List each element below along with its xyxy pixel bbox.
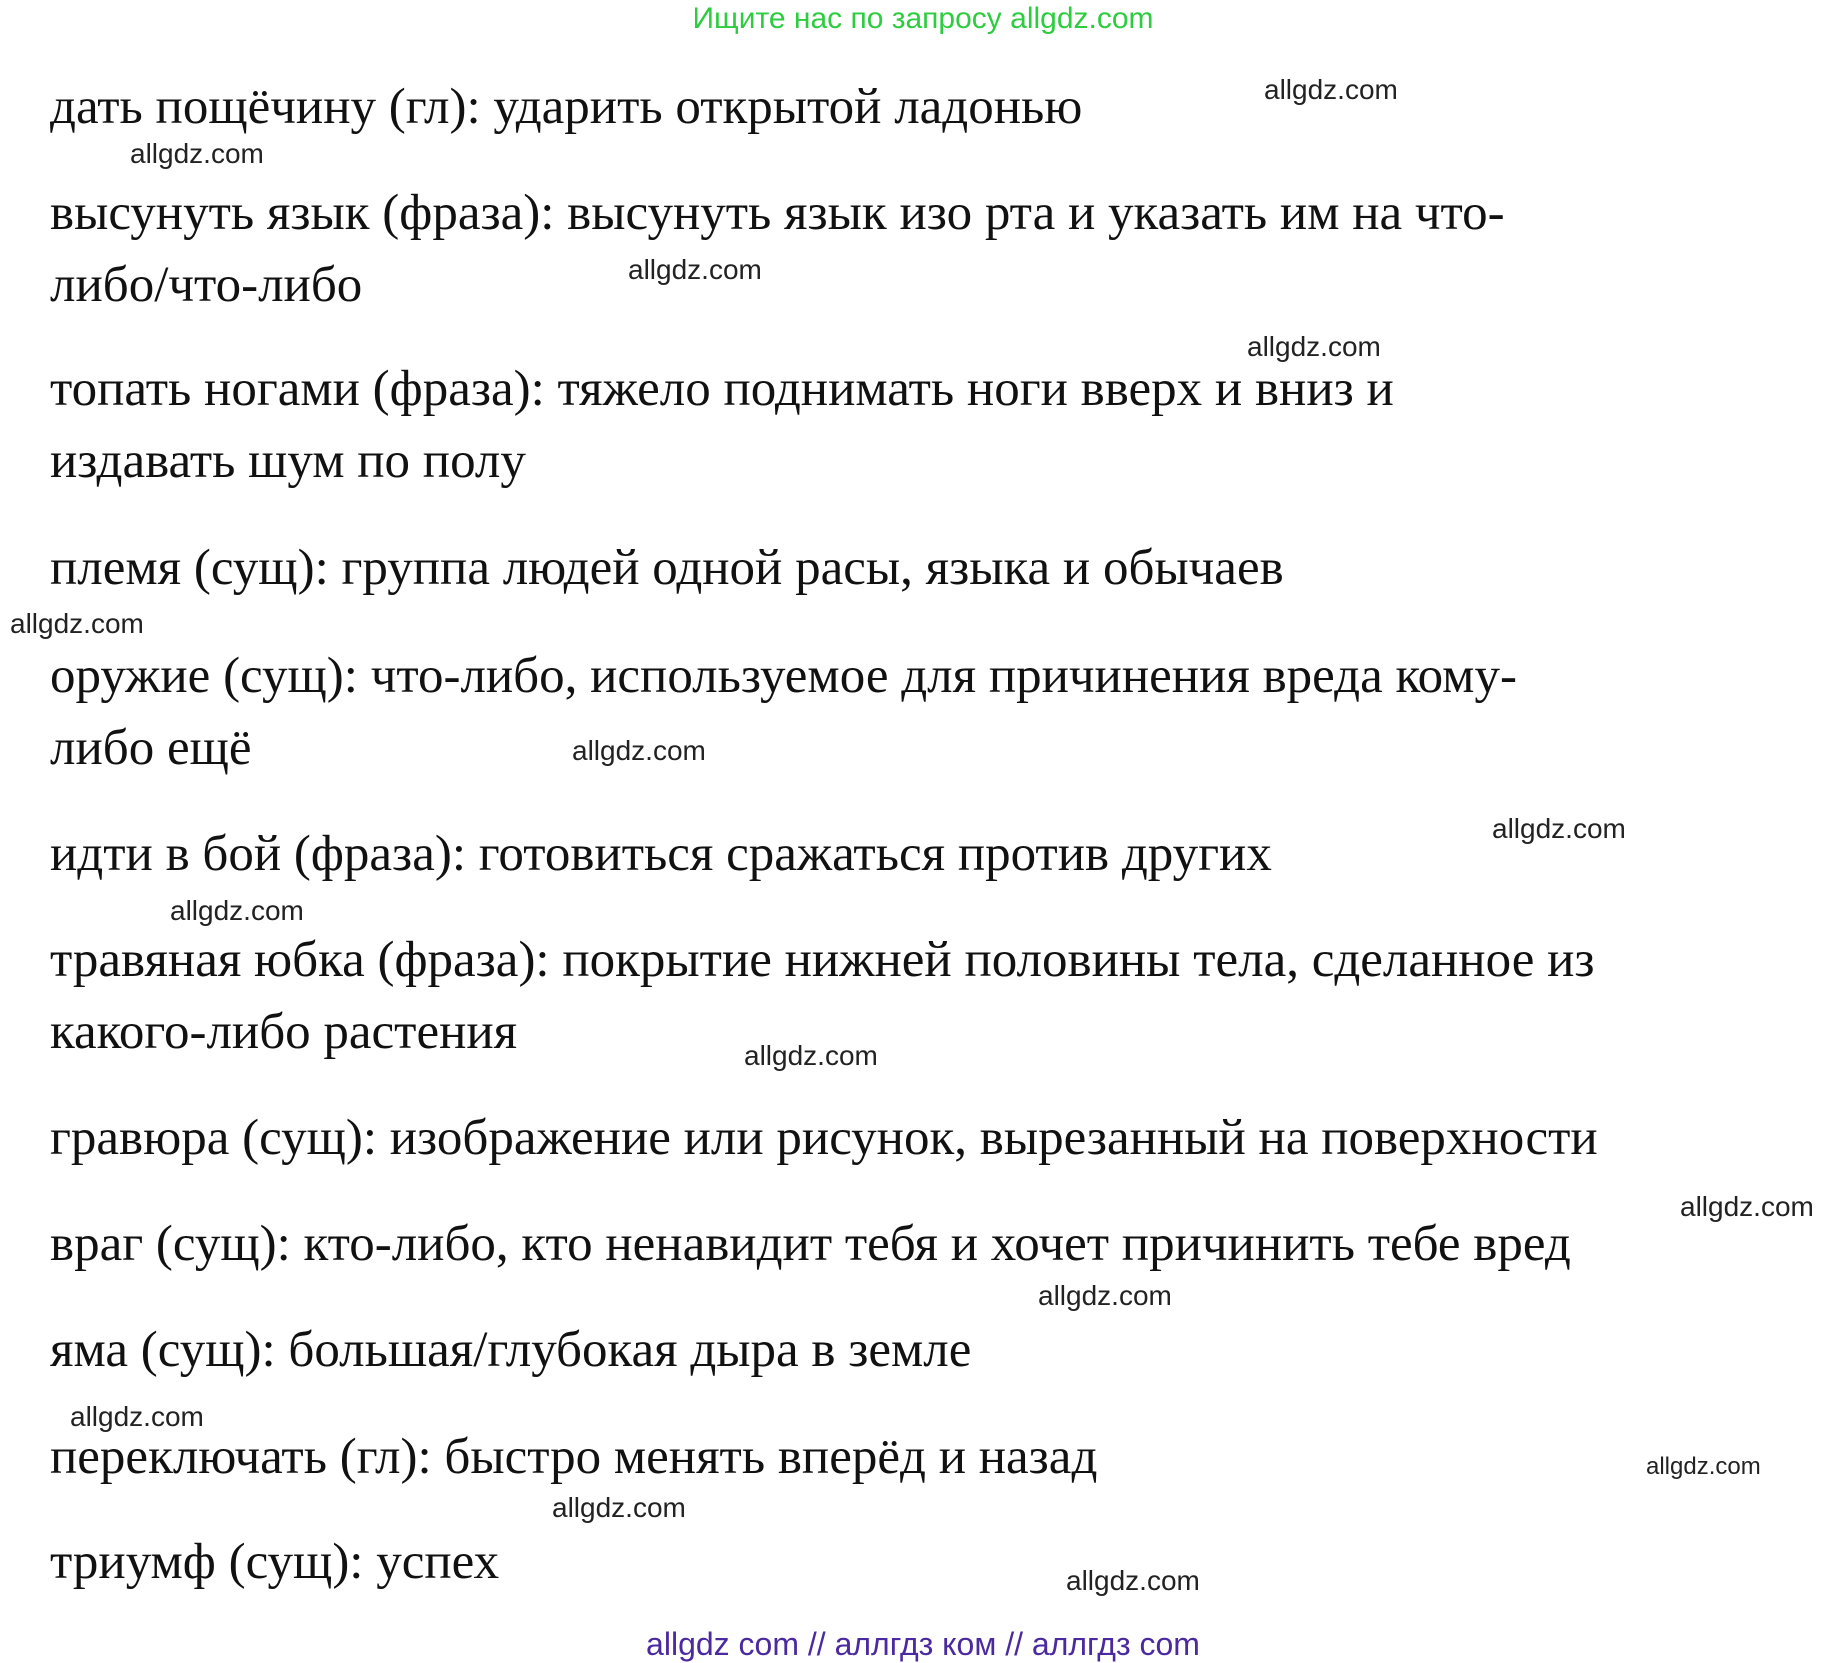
watermark: allgdz.com	[1247, 331, 1381, 362]
watermark: allgdz.com	[1066, 1565, 1200, 1596]
entry-stick-out-tongue-line2: либо/что-либо	[50, 257, 363, 313]
entry-stomp-feet-line1: топать ногами (фраза): тяжело поднимать ноги вверх и вниз и	[50, 361, 1394, 417]
watermark: allgdz.com	[1492, 813, 1626, 844]
entry-stick-out-tongue-line1: высунуть язык (фраза): высунуть язык изо рта и указать им на что-	[50, 185, 1505, 241]
watermark: allgdz.com	[572, 735, 706, 766]
entry-tribe-line1: племя (сущ): группа людей одной расы, языка и обычаев	[50, 540, 1284, 596]
entry-weapon-line2: либо ещё	[50, 720, 252, 776]
watermark: allgdz.com	[628, 254, 762, 285]
entry-triumph-line1: триумф (сущ): успех	[50, 1534, 500, 1590]
watermark: allgdz.com	[10, 608, 144, 639]
watermark: allgdz.com	[1264, 74, 1398, 105]
entry-slap-line1: дать пощёчину (гл): ударить открытой ладонью	[50, 79, 1083, 135]
entry-grass-skirt-line2: какого-либо растения	[50, 1004, 518, 1060]
watermark: allgdz.com	[1038, 1280, 1172, 1311]
watermark: allgdz.com	[70, 1401, 204, 1432]
entry-weapon-line1: оружие (сущ): что-либо, используемое для причинения вреда кому-	[50, 648, 1517, 704]
entry-carving-line1: гравюра (сущ): изображение или рисунок, вырезанный на поверхности	[50, 1110, 1598, 1166]
entry-grass-skirt-line1: травяная юбка (фраза): покрытие нижней половины тела, сделанное из	[50, 932, 1595, 988]
footer-links[interactable]: allgdz com // аллгдз ком // аллгдз com	[646, 1626, 1200, 1662]
watermark: allgdz.com	[1646, 1453, 1761, 1480]
entry-switch-line1: переключать (гл): быстро менять вперёд и назад	[50, 1429, 1098, 1485]
watermark: allgdz.com	[552, 1492, 686, 1523]
watermark: allgdz.com	[130, 138, 264, 169]
search-hint-header[interactable]: Ищите нас по запросу allgdz.com	[692, 2, 1154, 35]
watermark: allgdz.com	[170, 895, 304, 926]
entry-go-to-battle-line1: идти в бой (фраза): готовиться сражаться против других	[50, 826, 1272, 882]
entry-enemy-line1: враг (сущ): кто-либо, кто ненавидит тебя и хочет причинить тебе вред	[50, 1216, 1571, 1272]
watermark: allgdz.com	[1680, 1191, 1814, 1222]
watermark: allgdz.com	[744, 1040, 878, 1071]
entry-pit-line1: яма (сущ): большая/глубокая дыра в земле	[50, 1322, 972, 1378]
entry-stomp-feet-line2: издавать шум по полу	[50, 433, 526, 489]
